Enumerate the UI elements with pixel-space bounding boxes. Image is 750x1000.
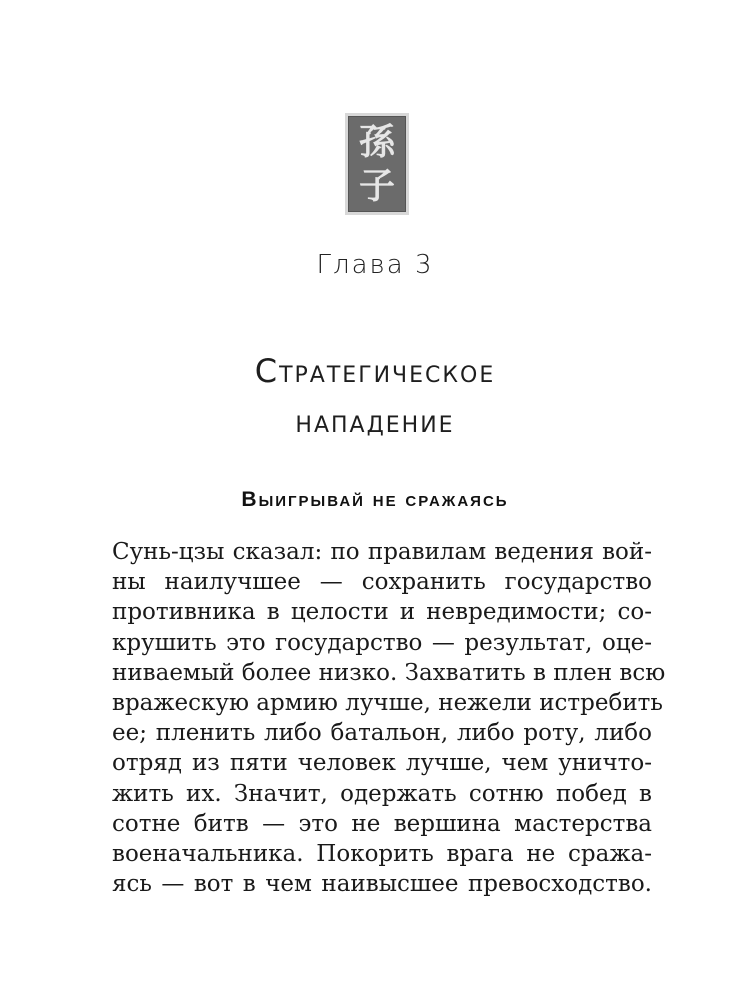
body-line: крушить это государство — результат, оце- <box>112 629 652 656</box>
seal-character-sun: 孫 <box>358 121 395 163</box>
chapter-title-line-2: нападение <box>295 402 455 440</box>
chapter-label: Глава 3 <box>316 250 434 280</box>
seal-inner <box>348 116 406 212</box>
body-line: военачальника. Покорить врага не сража- <box>112 840 652 867</box>
body-line: Сунь-цзы сказал: по правилам ведения вой- <box>112 539 652 565</box>
body-line: жить их. Значит, одержать сотню побед в <box>112 780 652 807</box>
body-line: ны наилучшее — сохранить государство <box>112 569 652 596</box>
body-paragraph <box>112 537 666 899</box>
section-heading: Выигрывай не сражаясь <box>241 488 509 511</box>
body-line: сотне битв — это не вершина мастерства <box>112 810 652 837</box>
body-line: ее; пленить либо батальон, либо роту, либо <box>112 720 652 747</box>
body-line: отряд из пяти человек лучше, чем уничто- <box>112 750 652 777</box>
chapter-title <box>0 346 750 446</box>
chapter-title-line-1: Стратегическое <box>254 352 496 390</box>
body-line: вражескую армию лучше, нежели истребить <box>112 689 663 716</box>
sun-tzu-seal <box>345 113 409 215</box>
seal-character-zi: 子 <box>358 165 395 207</box>
body-line: ниваемый более низко. Захватить в плен всю <box>112 659 666 686</box>
body-line: противника в целости и невредимости; со- <box>112 599 652 626</box>
body-line: ясь — вот в чем наивысшее превосходство. <box>112 871 652 898</box>
